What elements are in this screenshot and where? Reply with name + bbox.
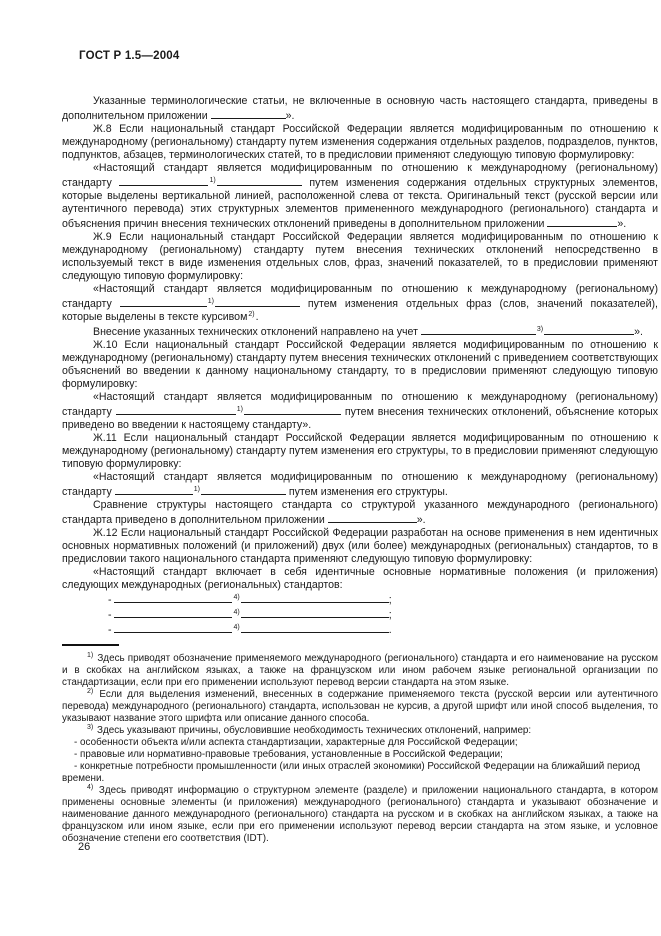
footnote-1: $^{1)}$ Здесь приводят обозначение применяемого международного (регионального) стандарта и его наименование на русском и в скобках на английском языках, а также на французском или ином рабочем языке региональной организации по стандартизации, если при его применении используют перевод версии стандарта на этом языке. bbox=[62, 652, 658, 688]
footnotes-section bbox=[62, 644, 658, 845]
footnote-3-bullet-2: - правовые или нормативно-правовые требования, установленные в Российской Федерации; bbox=[74, 749, 503, 760]
blank-fill-in-line bbox=[211, 108, 286, 119]
list-item-1: - $^{4)}$ ; bbox=[108, 594, 392, 606]
blank-fill-in-line bbox=[421, 324, 536, 335]
footnote-marker: 1) bbox=[207, 298, 214, 305]
blank-fill-in-line bbox=[241, 592, 389, 603]
footnote-marker: 2) bbox=[87, 688, 94, 695]
para-zh11: Ж.11 Если национальный стандарт Российской Федерации является модифицированным по отношению к международному (региональному) стандарту путем изменения его структуры, то в предисловии применяют следующую типовую формулировку: bbox=[62, 432, 658, 470]
footnote-marker: 4) bbox=[87, 784, 94, 791]
blank-fill-in-line bbox=[115, 484, 193, 495]
para-zh10: Ж.10 Если национальный стандарт Российской Федерации является модифицированным по отношению к международному (региональному) стандарту путем внесения технических отклонений с приведением соответствующих объяснений во введении к данному национальному стандарту, то в предисловии применяют следующую типовую формулировку: bbox=[62, 339, 658, 390]
blank-fill-in-line bbox=[328, 512, 417, 523]
footnote-3: $^{3)}$ Здесь указывают причины, обусловившие необходимость технических отклонений, например: bbox=[87, 724, 532, 736]
blank-fill-in-line bbox=[544, 324, 634, 335]
para-zh12: Ж.12 Если национальный стандарт Российской Федерации разработан на основе применения в нем идентичных основных нормативных положений (и приложений) двух (или более) международных (региональных) стандартов, то в предисловии такого национального стандарта применяют следующую типовую формулировку: bbox=[62, 527, 658, 565]
footnote-marker: 3) bbox=[536, 326, 544, 333]
blank-fill-in-line bbox=[547, 216, 617, 227]
blank-fill-in-line bbox=[114, 592, 232, 603]
blank-fill-in-line bbox=[241, 622, 389, 633]
blank-fill-in-line bbox=[244, 404, 341, 415]
para-vnesenie: Внесение указанных технических отклонений направлено на учет $^{3)}$ ». bbox=[93, 326, 643, 338]
blank-fill-in-line bbox=[215, 296, 300, 307]
list-item-2: - $^{4)}$ ; bbox=[108, 609, 392, 621]
footnote-4: $^{4)}$ Здесь приводят информацию о структурном элементе (разделе) и приложении национального стандарта, в котором применены основные элементы (и приложения) международного (регионального) стандарта и указывают обозначение и наименование данного международного (регионального) стандарта на русском и в скобках на английском языках, а также на французском или ином языке, если при его применении используют перевод версии стандарта на этом языке, и условное обозначение степени его соответствия (IDT). bbox=[62, 784, 658, 844]
footnote-marker: 1) bbox=[209, 177, 216, 184]
quote-zh9: «Настоящий стандарт является модифицированным по отношению к международному (региональному) стандарту $^{1)}$ путем изменения отдельных фраз (слов, значений показателей), которые выделены в тексте курсивом$^{2)}$. bbox=[62, 283, 658, 323]
quote-zh12: «Настоящий стандарт включает в себя идентичные основные нормативные положения (и приложения) следующих международных (региональных) стандартов: bbox=[62, 566, 658, 591]
blank-fill-in-line bbox=[120, 296, 207, 307]
footnote-marker: 4) bbox=[233, 624, 240, 631]
list-item-3: - $^{4)}$ . bbox=[108, 624, 392, 636]
para-terminology: Указанные терминологические статьи, не включенные в основную часть настоящего стандарта, приведены в дополнительном приложении ». bbox=[62, 95, 658, 122]
para-zh9: Ж.9 Если национальный стандарт Российской Федерации является модифицированным по отношению к международному (региональному) стандарту путем внесения технических отклонений непосредственно в используемый текст в виде изменения отдельных слов, фраз, значений показателей, то в предисловии применяют следующую типовую формулировку: bbox=[62, 231, 658, 282]
footnote-marker: 2) bbox=[248, 311, 255, 318]
footnote-3-bullet-1: - особенности объекта и/или аспекта стандартизации, характерные для Российской Федерации; bbox=[74, 737, 518, 748]
para-zh8: Ж.8 Если национальный стандарт Российской Федерации является модифицированным по отношению к международному (региональному) стандарту путем изменения содержания отдельных разделов, подразделов, пунктов, подпунктов, абзацев, терминологических статей, то в предисловии применяют следующую типовую формулировку: bbox=[62, 123, 658, 161]
quote-zh11: «Настоящий стандарт является модифицированным по отношению к международному (региональному) стандарту $^{1)}$ путем изменения его структуры. bbox=[62, 471, 658, 498]
blank-fill-in-line bbox=[241, 607, 389, 618]
blank-fill-in-line bbox=[114, 607, 232, 618]
quote-zh10: «Настоящий стандарт является модифицированным по отношению к международному (региональному) стандарту $^{1)}$ путем внесения технических отклонений, объяснение которых приведено во введении к настоящему стандарту». bbox=[62, 391, 659, 431]
blank-fill-in-line bbox=[119, 175, 208, 186]
body-text bbox=[62, 95, 658, 637]
footnote-marker: 1) bbox=[236, 406, 243, 413]
para-sravnenie: Сравнение структуры настоящего стандарта со структурой указанного международного (регионального) стандарта приведено в дополнительном приложении ». bbox=[62, 499, 658, 526]
blank-fill-in-line bbox=[116, 404, 236, 415]
footnote-marker: 1) bbox=[87, 652, 94, 659]
document-title: ГОСТ Р 1.5—2004 bbox=[79, 50, 180, 62]
blank-fill-in-line bbox=[201, 484, 286, 495]
footnote-marker: 4) bbox=[233, 594, 240, 601]
footnote-marker: 4) bbox=[233, 609, 240, 616]
blank-fill-in-line bbox=[114, 622, 232, 633]
quote-zh8: «Настоящий стандарт является модифицированным по отношению к международному (региональному) стандарту $^{1)}$ путем изменения содержания отдельных структурных элементов, которые выделены вертикальной линией, расположенной слева от текста. Оригинальный текст (русской версии или аутентичного перевода) этих структурных элементов примененного международного (регионального) стандарта и объяснения причин внесения технических отклонений приведены в дополнительном приложении ». bbox=[62, 162, 658, 230]
footnote-2: $^{2)}$ Если для выделения изменений, внесенных в содержание применяемого текста (русской версии или аутентичного перевода) международного (регионального) стандарта, использован не курсив, а другой шрифт или иной способ выделения, то указывают название этого шрифта или описание данного способа. bbox=[62, 688, 658, 724]
footnote-separator-line bbox=[62, 644, 119, 646]
page-number: 26 bbox=[78, 841, 91, 853]
footnote-marker: 3) bbox=[87, 724, 94, 731]
footnote-3-bullet-3: - конкретные потребности промышленности (или иных отраслей экономики) Российской Федерации на ближайший период времени. bbox=[62, 761, 640, 784]
footnote-marker: 1) bbox=[193, 486, 200, 493]
blank-fill-in-line bbox=[217, 175, 302, 186]
footnote-text bbox=[62, 653, 658, 845]
